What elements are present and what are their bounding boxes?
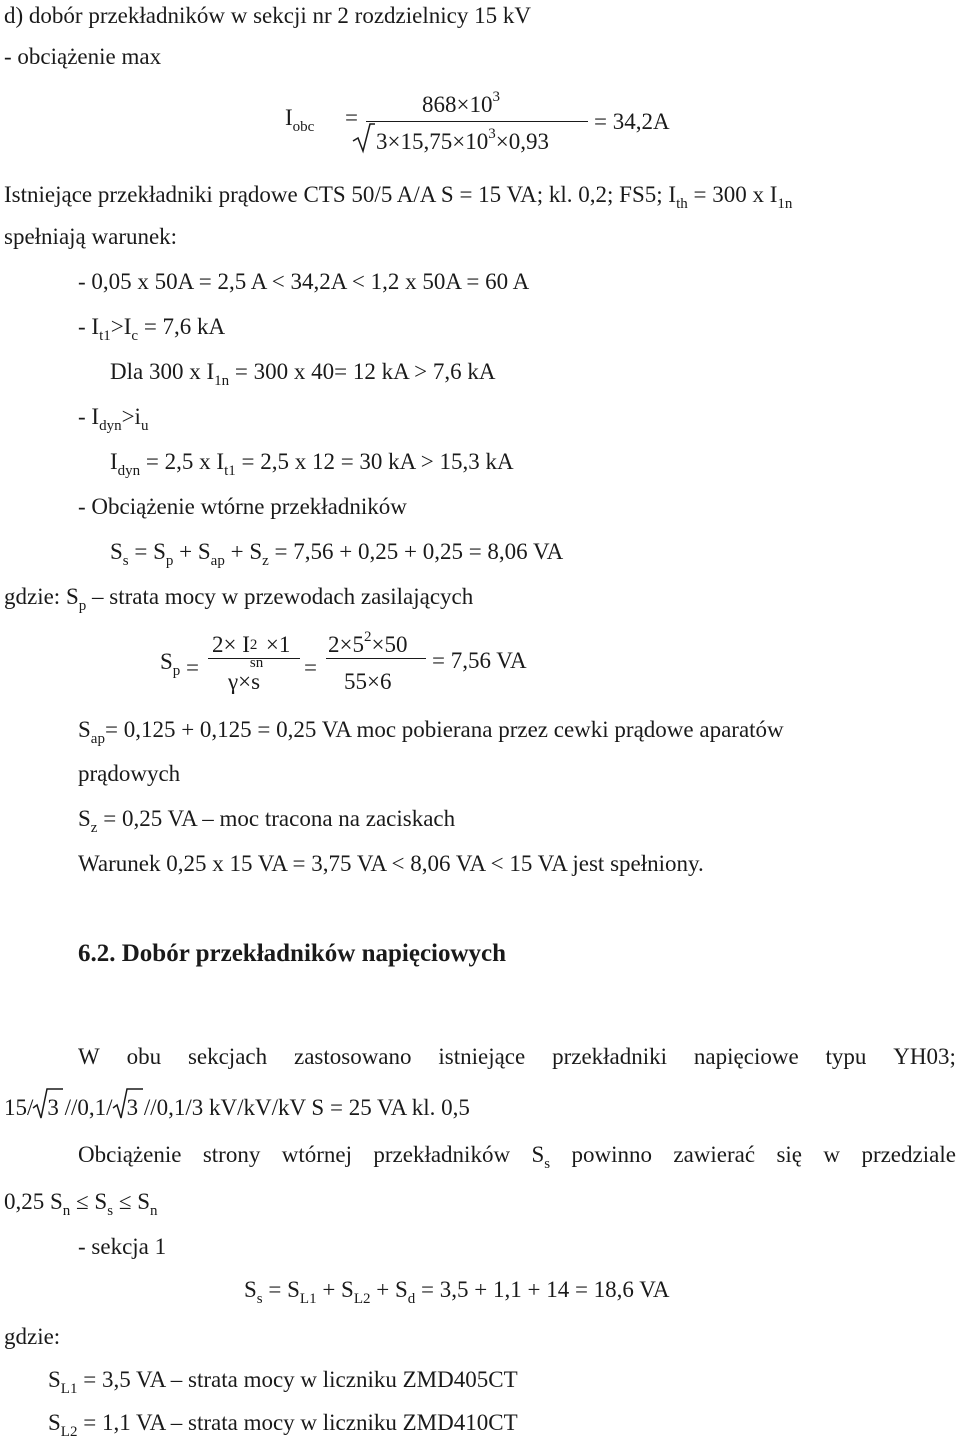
sekcja-label: - sekcja 1: [78, 1234, 167, 1259]
gdzie-label: gdzie:: [4, 1324, 61, 1349]
para-1-word: YH03;: [893, 1044, 956, 1069]
para-1-word: zastosowano: [293, 1044, 412, 1069]
satisfy-label: spełniają warunek:: [4, 224, 178, 249]
section-heading: 6.2. Dobór przekładników napięciowych: [78, 940, 507, 967]
condition-2: - $I_{t1}>I_c = 7,6$ kA: [78, 314, 226, 344]
sz-line: $S_z = 0,25$ VA – moc tracona na zaciskach: [78, 806, 456, 836]
sqrt-icon: [353, 123, 373, 153]
para-1-word: obu: [126, 1044, 162, 1069]
condition-4: - Obciążenie wtórne przekładników: [78, 494, 407, 519]
sp-denominator-2: 55×6: [344, 669, 392, 694]
existing-ct-line: Istniejące przekładniki prądowe CTS 50/5 A/A S = 15 VA; kl. 0,2; FS5; $I_{th} = 300$ x $I_{1n}$: [4, 182, 793, 212]
condition-1: - 0,05 x 50A = 2,5 A < 34,2A < 1,2 x 50A = 60 A: [78, 269, 530, 294]
sap-line: $S_{ap}$ = 0,125 + 0,125 = 0,25 VA moc pobierana przez cewki prądowe aparatów: [78, 717, 784, 747]
ss-equation-2: $S_s = S_{L1} + S_{L2} + S_d = 3,5 + 1,1 + 14 = 18,6$ VA: [244, 1277, 670, 1307]
iobc-denominator: $3\times 15,75\times 10^3\times 0,93$: [376, 126, 549, 154]
sl2-line: $S_{L2} = 1,1$ VA – strata mocy w liczniku ZMD410CT: [48, 1410, 518, 1440]
sp-numerator-2: $2\times 5^2\times 50$: [328, 629, 408, 657]
para-2-word: S: [531, 1142, 545, 1167]
para-2-word: przekładników: [373, 1142, 511, 1167]
para-2-word: strony: [202, 1142, 261, 1167]
sqrt-icon: [33, 1088, 49, 1120]
para-2-word: Obciążenie: [78, 1142, 182, 1167]
sp-numerator-1: 2× I 2 sn ×1: [212, 632, 291, 671]
sp-fraction-bar-2: [326, 658, 426, 659]
sqrt-icon: [113, 1088, 129, 1120]
range-line: 0,25 $S_n \le S_s \le S_n$: [4, 1189, 158, 1219]
para-1-word: napięciowe: [693, 1044, 799, 1069]
para-1-line-1: [78, 1045, 956, 1068]
warunek-line: Warunek 0,25 x 15 VA = 3,75 VA < 8,06 VA < 15 VA jest spełniony.: [78, 851, 704, 876]
para-1-word: przekładniki: [552, 1044, 668, 1069]
section-title: d) dobór przekładników w sekcji nr 2 rozdzielnicy 15 kV: [4, 3, 531, 28]
para-2-word: powinno: [571, 1142, 652, 1167]
condition-3-detail: $I_{dyn} = 2,5$ x $I_{t1} = 2,5$ x 12 = 30 kA > 15,3 kA: [110, 449, 514, 479]
sp-result: = 7,56 VA: [432, 648, 527, 673]
sp-lhs: $S_p$: [160, 649, 181, 679]
para-2-line-1: [78, 1142, 956, 1172]
para-2-ss-sub: s: [544, 1156, 551, 1172]
para-1-word: sekcjach: [187, 1044, 268, 1069]
sp-eq-2: =: [304, 655, 317, 680]
ss-equation: $S_s = S_p + S_{ap} + S_z = 7,56 + 0,25 + 0,25 = 8,06$ VA: [110, 539, 564, 569]
iobc-lhs: $I_{obc}$: [285, 105, 315, 135]
para-2-ss-term: [531, 1142, 551, 1172]
para-2-word: wtórnej: [281, 1142, 352, 1167]
para-2-word: się: [776, 1142, 803, 1167]
para-1-word: istniejące: [438, 1044, 526, 1069]
sp-denominator-1: γ×s: [228, 669, 261, 694]
sl1-line: $S_{L1} = 3,5$ VA – strata mocy w liczniku ZMD405CT: [48, 1367, 518, 1397]
para-1-word: typu: [825, 1044, 867, 1069]
para-2-word: zawierać: [673, 1142, 756, 1167]
sap-line-continued: prądowych: [78, 761, 181, 786]
para-1-line-2: 15/ 3 //0,1/ 3 //0,1/3 kV/kV/kV S = 25 VA kl. 0,5: [4, 1096, 470, 1119]
iobc-result: = 34,2A: [594, 109, 670, 134]
iobc-fraction-bar: [366, 121, 588, 122]
iobc-eq: =: [345, 105, 358, 130]
para-1-word: W: [78, 1044, 100, 1069]
condition-3: - $I_{dyn}>i_u$: [78, 404, 149, 434]
sp-fraction-bar-1: [208, 658, 300, 659]
para-2-word: przedziale: [861, 1142, 956, 1167]
gdzie-sp: gdzie: $S_p$ – strata mocy w przewodach zasilających: [4, 584, 474, 614]
condition-2-detail: Dla 300 x $I_{1n} = 300$ x 40= 12 kA > 7,6 kA: [110, 359, 496, 389]
sp-eq-1: =: [186, 655, 199, 680]
para-2-word: w: [823, 1142, 841, 1167]
load-label: - obciążenie max: [4, 44, 162, 69]
iobc-numerator: $868\times 10^3$: [422, 89, 500, 117]
